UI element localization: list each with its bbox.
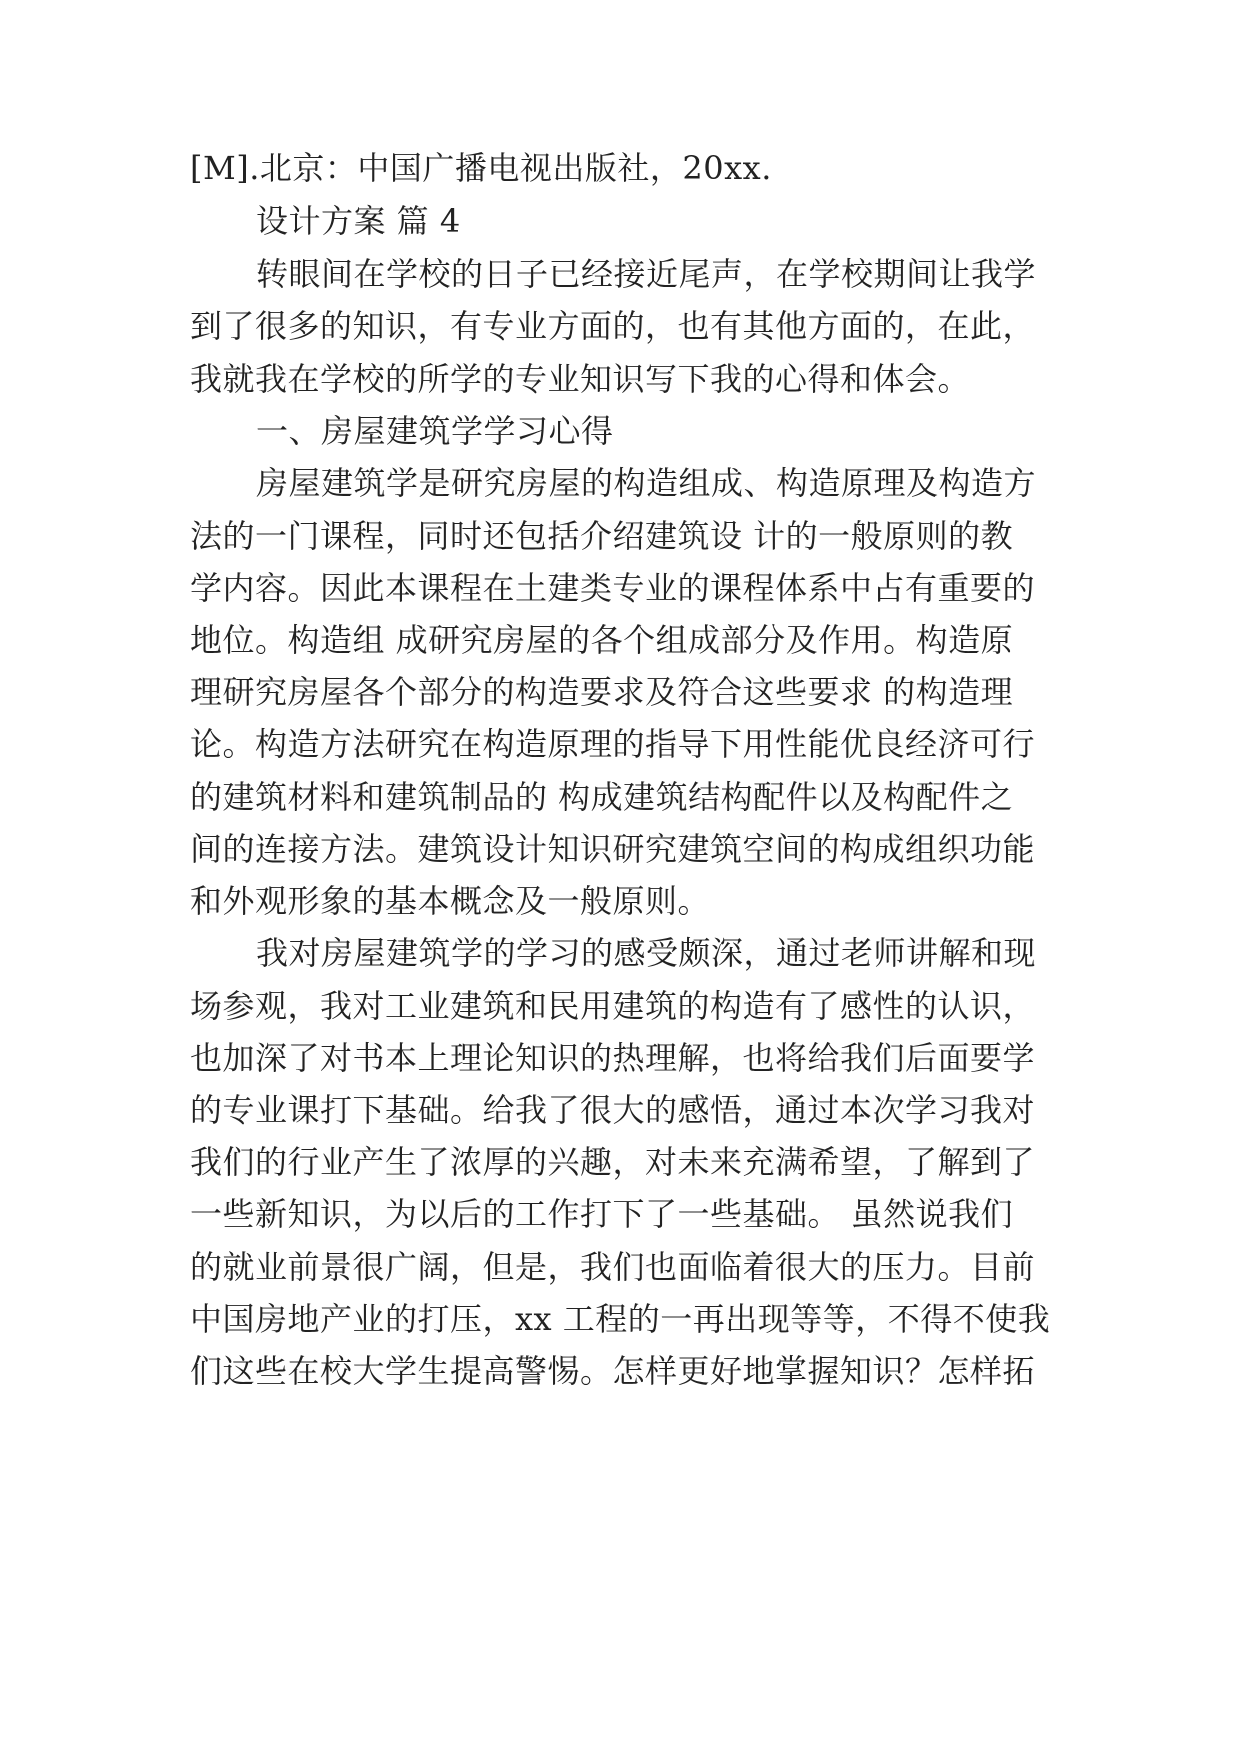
paragraph-line: 也加深了对书本上理论知识的热理解，也将给我们后面要学 [190, 1039, 1036, 1077]
paragraph-line: 的建筑材料和建筑制品的 构成建筑结构配件以及构配件之 [190, 778, 1014, 816]
paragraph-line: 一些新知识，为以后的工作打下了一些基础。 虽然说我们 [190, 1195, 1014, 1233]
paragraph-line: 到了很多的知识，有专业方面的，也有其他方面的，在此， [190, 307, 1036, 345]
paragraph-line: 的专业课打下基础。给我了很大的感悟，通过本次学习我对 [190, 1091, 1036, 1129]
paragraph-line: 场参观，我对工业建筑和民用建筑的构造有了感性的认识， [190, 987, 1036, 1025]
paragraph-line: 和外观形象的基本概念及一般原则。 [190, 882, 711, 920]
reference-line: [M].北京：中国广播电视出版社，20xx. [190, 149, 772, 187]
paragraph-line: 我就我在学校的所学的专业知识写下我的心得和体会。 [190, 360, 971, 398]
paragraph-line: 论。构造方法研究在构造原理的指导下用性能优良经济可行 [190, 725, 1036, 763]
paragraph-line: 学内容。因此本课程在土建类专业的课程体系中占有重要的 [190, 569, 1036, 607]
subsection-heading: 一、房屋建筑学学习心得 [256, 412, 614, 450]
paragraph-line: 理研究房屋各个部分的构造要求及符合这些要求 的构造理 [190, 673, 1014, 711]
paragraph-line: 中国房地产业的打压，xx 工程的一再出现等等，不得不使我 [190, 1300, 1051, 1338]
paragraph-line: 我们的行业产生了浓厚的兴趣，对未来充满希望，了解到了 [190, 1143, 1036, 1181]
paragraph-line: 房屋建筑学是研究房屋的构造组成、构造原理及构造方 [256, 464, 1037, 502]
paragraph-line: 我对房屋建筑学的学习的感受颇深，通过老师讲解和现 [256, 934, 1037, 972]
paragraph-line: 地位。构造组 成研究房屋的各个组成部分及作用。构造原 [190, 621, 1014, 659]
paragraph-line: 间的连接方法。建筑设计知识研究建筑空间的构成组织功能 [190, 830, 1036, 868]
paragraph-line: 转眼间在学校的日子已经接近尾声，在学校期间让我学 [256, 255, 1037, 293]
section-heading: 设计方案 篇 4 [256, 202, 461, 240]
paragraph-line: 们这些在校大学生提高警惕。怎样更好地掌握知识？怎样拓 [190, 1352, 1036, 1390]
paragraph-line: 法的一门课程，同时还包括介绍建筑设 计的一般原则的教 [190, 517, 1014, 555]
paragraph-line: 的就业前景很广阔，但是，我们也面临着很大的压力。目前 [190, 1248, 1036, 1286]
